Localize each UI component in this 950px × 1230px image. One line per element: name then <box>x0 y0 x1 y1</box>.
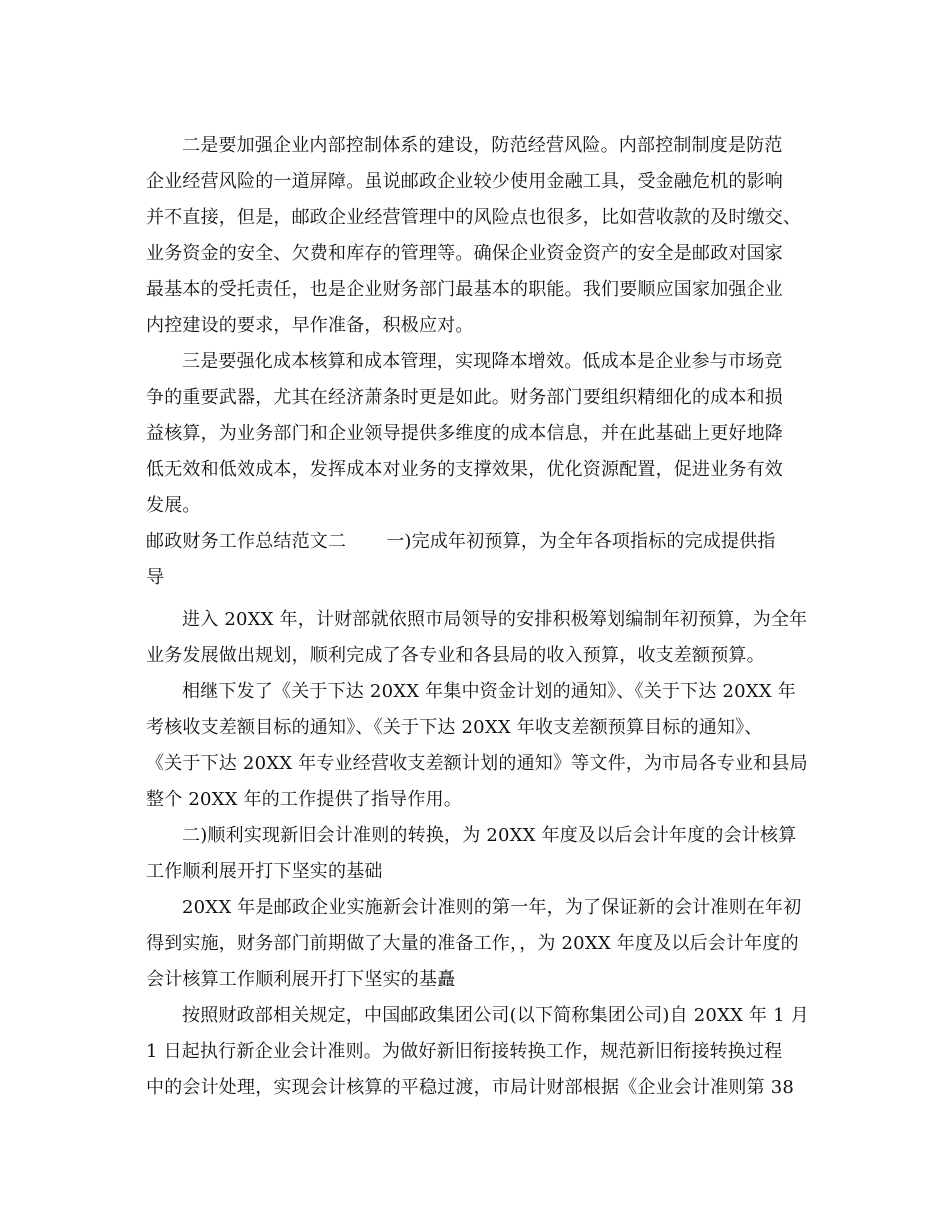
paragraph-line: 进入 20XX 年，计财部就依照市局领导的安排积极筹划编制年初预算，为全年 <box>182 609 808 630</box>
paragraph-line: 得到实施，财务部门前期做了大量的准备工作，，为 20XX 年度及以后会计年度的 <box>146 933 799 954</box>
paragraph-line: 中的会计处理，实现会计核算的平稳过渡，市局计财部根据《企业会计准则第 38 <box>146 1077 795 1098</box>
paragraph-line: 三是要强化成本核算和成本管理，实现降本增效。低成本是企业参与市场竞 <box>182 351 783 372</box>
paragraph-line: 并不直接，但是，邮政企业经营管理中的风险点也很多，比如营收款的及时缴交、 <box>146 207 802 228</box>
paragraph-line: 《关于下达 20XX 年专业经营收支差额计划的通知》等文件，为市局各专业和县局 <box>146 753 808 774</box>
paragraph-line: 争的重要武器，尤其在经济萧条时更是如此。财务部门要组织精细化的成本和损 <box>146 387 783 408</box>
paragraph-line: 最基本的受托责任，也是企业财务部门最基本的职能。我们要顺应国家加强企业 <box>146 279 783 300</box>
paragraph-line: 整个 20XX 年的工作提供了指导作用。 <box>146 789 462 810</box>
paragraph-line: 按照财政部相关规定，中国邮政集团公司(以下简称集团公司)自 20XX 年 1 月 <box>182 1005 809 1026</box>
paragraph-line: 企业经营风险的一道屏障。虽说邮政企业较少使用金融工具，受金融危机的影响 <box>146 171 783 192</box>
section-heading-text: 一)完成年初预算，为全年各项指标的完成提供指 <box>386 531 776 552</box>
paragraph-line: 发展。 <box>146 495 201 516</box>
section-heading-title: 邮政财务工作总结范文二 <box>146 531 347 552</box>
paragraph-line: 20XX 年是邮政企业实施新会计准则的第一年，为了保证新的会计准则在年初 <box>182 897 802 918</box>
paragraph-line: 相继下发了《关于下达 20XX 年集中资金计划的通知》、《关于下达 20XX 年 <box>182 681 796 702</box>
paragraph-line: 考核收支差额目标的通知》、《关于下达 20XX 年收支差额预算目标的通知》、 <box>146 717 763 738</box>
paragraph-line: 1 日起执行新企业会计准则。为做好新旧衔接转换工作，规范新旧衔接转换过程 <box>146 1041 783 1062</box>
paragraph-line: 二)顺利实现新旧会计准则的转换，为 20XX 年度及以后会计年度的会计核算 <box>182 825 797 846</box>
paragraph-line: 益核算，为业务部门和企业领导提供多维度的成本信息，并在此基础上更好地降 <box>146 423 783 444</box>
paragraph-line: 内控建设的要求，早作准备，积极应对。 <box>146 315 474 336</box>
paragraph-line: 业务资金的安全、欠费和库存的管理等。确保企业资金资产的安全是邮政对国家 <box>146 243 783 264</box>
paragraph-line: 工作顺利展开打下坚实的基础 <box>146 861 383 882</box>
paragraph-line: 业务发展做出规划，顺利完成了各专业和各县局的收入预算，收支差额预算。 <box>146 645 765 666</box>
paragraph-line: 导 <box>146 567 165 588</box>
section-heading <box>146 530 776 554</box>
paragraph-line: 会计核算工作顺利展开打下坚实的基矗 <box>146 969 456 990</box>
paragraph-line: 低无效和低效成本，发挥成本对业务的支撑效果，优化资源配置，促进业务有效 <box>146 459 783 480</box>
paragraph-line: 二是要加强企业内部控制体系的建设，防范经营风险。内部控制制度是防范 <box>182 135 783 156</box>
